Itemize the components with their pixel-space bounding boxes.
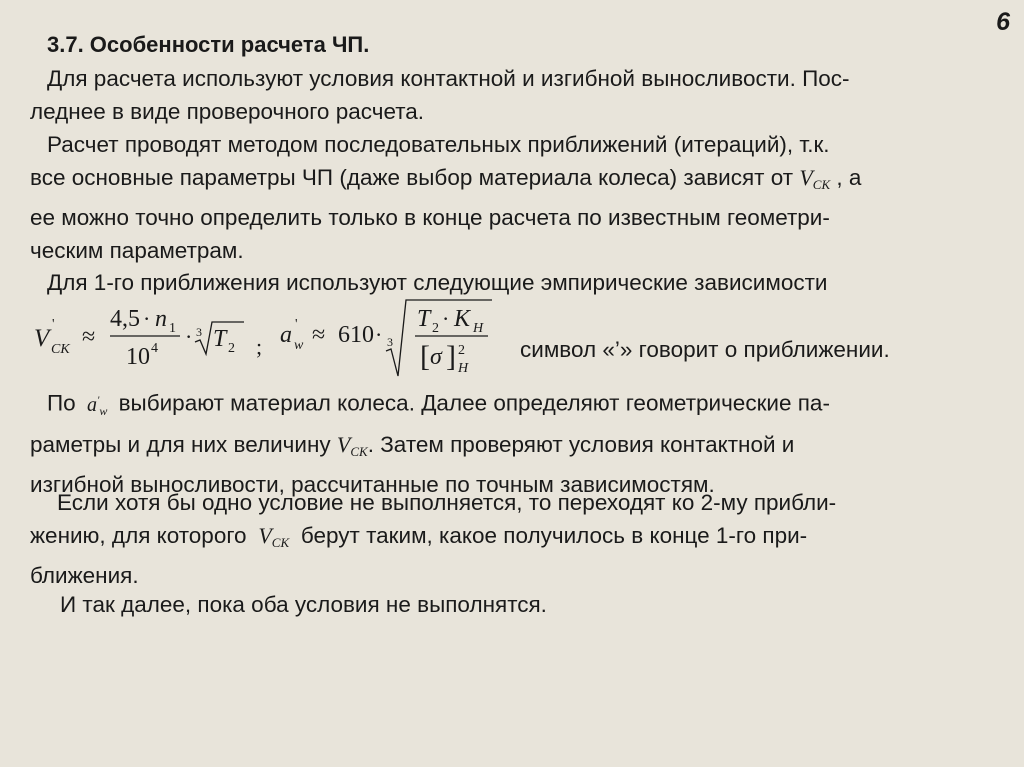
- p1-line-2: леднее в виде проверочного расчета.: [30, 99, 425, 124]
- paragraph-4: [30, 384, 990, 501]
- p6-line-1: И так далее, пока оба условия не выполнятся.: [60, 592, 547, 617]
- v-ck-symbol-2: $V_{CK}$: [336, 431, 368, 459]
- formula-v-prime: ': [52, 317, 55, 332]
- paragraph-6: [30, 588, 990, 621]
- p5-line-2b: берут таким, какое получилось в конце 1-го при-: [300, 523, 808, 548]
- p4-line-1a: По: [47, 390, 76, 416]
- formula-a-sub: w: [294, 338, 304, 353]
- p4-line-1b: выбирают материал колеса. Далее определяют геометрические па-: [118, 390, 830, 416]
- formula-h-sub: H: [458, 361, 469, 376]
- formula-t: T: [213, 326, 227, 352]
- formula-t-sub: 2: [228, 341, 235, 356]
- formula-approx-2: ≈: [312, 322, 326, 348]
- paragraph-3: [30, 266, 990, 299]
- p5-line-3: ближения.: [30, 563, 139, 588]
- formula-num-n-sub: 1: [169, 321, 176, 336]
- formula-num-n: n: [155, 306, 167, 332]
- formula-den-exp: 4: [151, 341, 158, 356]
- p2-line-4: ческим параметрам.: [30, 238, 244, 263]
- formula-semicolon: ;: [256, 334, 263, 359]
- paragraph-2: [30, 128, 990, 267]
- formula-num-a: 4,5: [110, 306, 140, 332]
- formula-k-sub: H: [473, 321, 484, 336]
- formula-a: a: [280, 322, 292, 348]
- formula-dot-4: ·: [442, 306, 450, 331]
- p4-line-2b: . Затем проверяют условия контактной и: [367, 431, 795, 457]
- formula-t2: T: [417, 306, 431, 332]
- formula-coef: 610: [338, 322, 374, 348]
- formula-sigma: σ: [430, 344, 442, 370]
- p2-line-3: ее можно точно определить только в конце расчета по известным геометри-: [30, 205, 830, 230]
- formula-bracket-close: ]: [446, 340, 456, 373]
- p2-line-1: Расчет проводят методом последовательных приближений (итераций), т.к.: [47, 132, 830, 157]
- formula-v: V: [34, 325, 50, 352]
- formula-num-dot: ·: [143, 306, 151, 331]
- p2-line-2a: все основные параметры ЧП (даже выбор материала колеса) зависят от: [30, 165, 794, 190]
- p5-line-1: Если хотя бы одно условие не выполняется, то переходят ко 2-му прибли-: [57, 490, 837, 515]
- formula-dot-3: ·: [375, 322, 383, 347]
- formula-k: K: [454, 306, 471, 332]
- p2-line-2b: , а: [836, 165, 862, 190]
- formula-block: [30, 296, 520, 378]
- paragraph-5: [30, 486, 990, 592]
- formula-t2-sub: 2: [432, 321, 439, 336]
- formula-approx-1: ≈: [82, 324, 96, 350]
- formula-root-idx-2: 3: [387, 335, 393, 349]
- p5-line-2a: жению, для которого: [30, 523, 247, 548]
- paragraph-1: [30, 62, 990, 128]
- p1-line-1: Для расчета используют условия контактной и изгибной выносливости. Пос-: [47, 66, 850, 91]
- symbol-note: символ «’» говорит о приближении.: [520, 337, 890, 362]
- v-ck-symbol-3: $V_{CK}$: [258, 523, 290, 550]
- p4-line-3: изгибной выносливости, рассчитанные по точным зависимостям.: [30, 471, 715, 497]
- formula-v-sub: CK: [51, 342, 70, 357]
- page-number: 6: [996, 8, 1010, 36]
- section-title: 3.7. Особенности расчета ЧП.: [47, 32, 370, 57]
- formula-a-prime: ': [295, 317, 298, 332]
- formula-bracket-open: [: [420, 340, 430, 373]
- p3-line-1: Для 1-го приближения используют следующие эмпирические зависимости: [47, 270, 828, 295]
- v-ck-symbol: $V_{CK}$: [799, 165, 831, 192]
- formula-sq: 2: [458, 343, 465, 358]
- formula-den: 10: [126, 344, 150, 370]
- formula-root-idx-1: 3: [196, 325, 202, 339]
- a-w-symbol: $a'_w$: [86, 393, 108, 418]
- p4-line-2a: раметры и для них величину: [30, 431, 331, 457]
- formula-dot-2: ·: [185, 324, 193, 349]
